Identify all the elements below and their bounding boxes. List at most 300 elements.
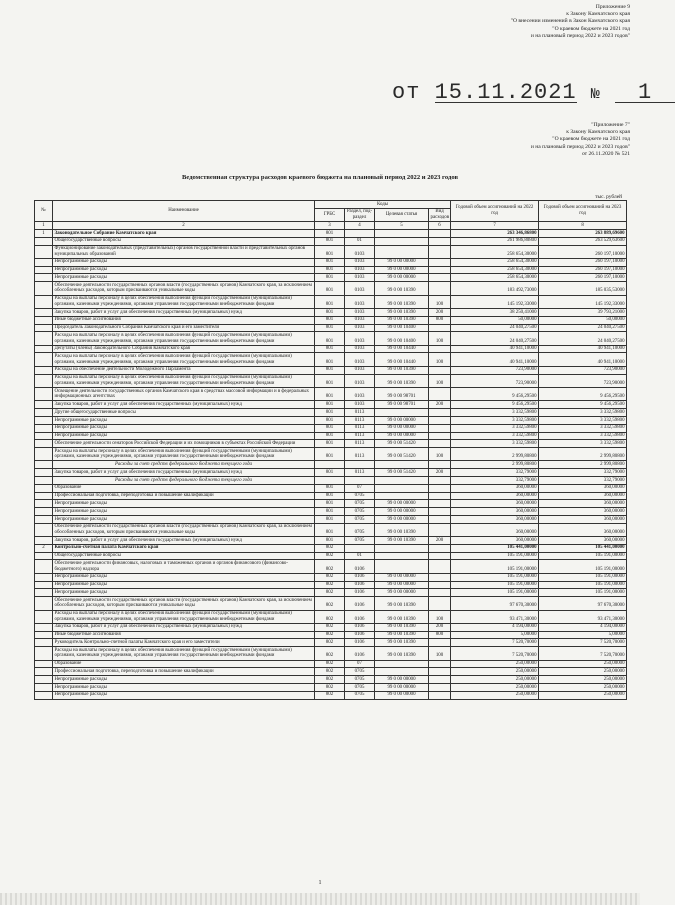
expense-type-code — [429, 544, 451, 552]
amount-2022: 250,00000 — [451, 676, 539, 684]
table-row — [35, 440, 627, 448]
row-number — [35, 560, 53, 573]
amount-2022: 263 346,86800 — [451, 229, 539, 237]
row-number — [35, 597, 53, 610]
amount-2023: 145 192,33000 — [539, 295, 627, 308]
budget-table-body — [35, 229, 627, 699]
amount-2023: 332,79000 — [539, 469, 627, 477]
row-name: Расходы на выплаты персоналу в целях обеспечения выполнения функций государственными (муниципальными) органами, казенными учреждениями, органами управления государственными внебюджетными фондами — [53, 647, 315, 660]
row-name: Обеспечение деятельности государственных органов власти (государственных органов) Камчатского края, за исключением обособленных расходов, которым присваиваются уникальные коды — [53, 282, 315, 295]
table-row — [35, 461, 627, 469]
row-number — [35, 676, 53, 684]
table-row — [35, 237, 627, 245]
expense-type-code — [429, 258, 451, 266]
section-code: 0113 — [345, 409, 375, 417]
table-row — [35, 623, 627, 631]
page-number: 1 — [318, 880, 322, 886]
amount-2022: 24 040,27500 — [451, 324, 539, 332]
section-code: 0106 — [345, 560, 375, 573]
amount-2022: 723,90000 — [451, 366, 539, 374]
section-code: 0103 — [345, 266, 375, 274]
row-number — [35, 552, 53, 560]
amount-2023: 260 197,10000 — [539, 245, 627, 258]
grbs-code: 801 — [315, 353, 345, 366]
scan-edge — [0, 893, 640, 905]
row-name: Непрограммные расходы — [53, 432, 315, 440]
amount-2022: 258 654,30000 — [451, 245, 539, 258]
expense-type-code — [429, 324, 451, 332]
section-code: 0103 — [345, 388, 375, 401]
expense-type-code — [429, 523, 451, 536]
row-number — [35, 237, 53, 245]
row-number — [35, 401, 53, 409]
row-name: Закупка товаров, работ и услуг для обеспечения государственных (муниципальных) нужд — [53, 401, 315, 409]
amount-2023: 24 040,27500 — [539, 332, 627, 345]
table-row — [35, 581, 627, 589]
target-code: 99 0 00 51420 — [375, 448, 429, 461]
table-row — [35, 500, 627, 508]
section-code: 0103 — [345, 258, 375, 266]
expense-type-code — [429, 492, 451, 500]
header-top-line: "О краевом бюджете на 2021 год — [552, 25, 630, 32]
section-code: 0113 — [345, 424, 375, 432]
target-code: 99 0 00 00000 — [375, 589, 429, 597]
amount-2022: 258 654,30000 — [451, 266, 539, 274]
table-row — [35, 573, 627, 581]
header-codes: Коды — [315, 201, 451, 209]
section-code — [345, 461, 375, 469]
row-name: Другие общегосударственные вопросы — [53, 409, 315, 417]
row-number — [35, 424, 53, 432]
table-row — [35, 537, 627, 545]
header-top-line: "О внесении изменений в Закон Камчатского края — [510, 18, 630, 25]
expense-type-code — [429, 500, 451, 508]
row-name: Расходы на выплаты персоналу в целях обеспечения выполнения функций государственными (муниципальными) органами, казенными учреждениями, органами управления государственными внебюджетными фондами — [53, 353, 315, 366]
section-code: 0106 — [345, 573, 375, 581]
row-name: Депутаты (члены) Законодательного Собрания Камчатского края — [53, 345, 315, 353]
grbs-code: 802 — [315, 581, 345, 589]
table-row — [35, 631, 627, 639]
amount-2023: 105 191,00000 — [539, 552, 627, 560]
table-row — [35, 295, 627, 308]
header-vr: Вид расходов — [430, 209, 450, 220]
row-name: Обеспечение деятельности финансовых, налоговых и таможенных органов и органов финансового (финансово-бюджетного) надзора — [53, 560, 315, 573]
table-row — [35, 316, 627, 324]
amount-2022: 105 191,00000 — [451, 560, 539, 573]
section-code: 0106 — [345, 597, 375, 610]
expense-type-code — [429, 691, 451, 699]
table-row — [35, 432, 627, 440]
row-number — [35, 258, 53, 266]
grbs-code: 801 — [315, 469, 345, 477]
amount-2022: 97 670,30000 — [451, 597, 539, 610]
header-section: Раздел, под-раздел — [345, 208, 375, 221]
grbs-code: 801 — [315, 515, 345, 523]
amount-2023: 360,00000 — [539, 523, 627, 536]
amount-2022: 24 040,27500 — [451, 332, 539, 345]
row-name: Иные бюджетные ассигнования — [53, 316, 315, 324]
section-code: 0103 — [345, 245, 375, 258]
row-name: Непрограммные расходы — [53, 676, 315, 684]
table-row — [35, 332, 627, 345]
grbs-code: 801 — [315, 274, 345, 282]
expense-type-code — [429, 416, 451, 424]
amount-2023: 2 999,80800 — [539, 448, 627, 461]
table-row — [35, 552, 627, 560]
row-name: Расходы на выплаты персоналу в целях обеспечения выполнения функций государственными (муниципальными) органами, казенными учреждениями, органами управления государственными внебюджетными фондами — [53, 295, 315, 308]
amount-2023: 260 197,10000 — [539, 274, 627, 282]
row-name: Непрограммные расходы — [53, 589, 315, 597]
section-code: 0103 — [345, 374, 375, 387]
row-number — [35, 282, 53, 295]
amount-2023: 250,00000 — [539, 683, 627, 691]
amount-2022: 40 941,10000 — [451, 353, 539, 366]
amount-2022: 3 332,59800 — [451, 440, 539, 448]
target-code: 99 0 00 10440 — [375, 345, 429, 353]
section-code — [345, 544, 375, 552]
table-row — [35, 523, 627, 536]
section-code: 0705 — [345, 515, 375, 523]
target-code — [375, 668, 429, 676]
section-code: 0106 — [345, 631, 375, 639]
column-number: 2 — [53, 222, 315, 230]
table-row — [35, 515, 627, 523]
amount-2022: 183 492,73000 — [451, 282, 539, 295]
expense-type-code — [429, 266, 451, 274]
row-number — [35, 573, 53, 581]
expense-type-code — [429, 515, 451, 523]
amount-2023: 3 332,59800 — [539, 409, 627, 417]
row-number — [35, 316, 53, 324]
expense-type-code — [429, 508, 451, 516]
expense-type-code — [429, 345, 451, 353]
expense-type-code — [429, 274, 451, 282]
row-name: Профессиональная подготовка, переподготовка и повышение квалификации — [53, 668, 315, 676]
amount-2022: 50,00000 — [451, 316, 539, 324]
amount-2023: 723,90000 — [539, 366, 627, 374]
row-name: Руководитель Контрольно-счетной палаты Камчатского края и его заместители — [53, 639, 315, 647]
section-code — [345, 229, 375, 237]
grbs-code: 802 — [315, 631, 345, 639]
table-row — [35, 324, 627, 332]
expense-type-code — [429, 573, 451, 581]
table-row — [35, 448, 627, 461]
row-name: Непрограммные расходы — [53, 691, 315, 699]
expense-type-code — [429, 477, 451, 485]
stamp-date: 15.11.2021 — [434, 80, 577, 105]
row-name: Обеспечение деятельности государственных органов власти (государственных органов) Камчатского края, за исключением обособленных расходов, которым присваиваются уникальные коды — [53, 597, 315, 610]
expense-type-code — [429, 282, 451, 295]
target-code: 99 0 00 10390 — [375, 316, 429, 324]
row-name: Расходы на выплаты персоналу в целях обеспечения выполнения функций государственными (муниципальными) органами, казенными учреждениями, органами управления государственными внебюджетными фондами — [53, 610, 315, 623]
amount-2023: 97 670,30000 — [539, 597, 627, 610]
expense-type-code: 100 — [429, 647, 451, 660]
table-row — [35, 274, 627, 282]
table-row — [35, 258, 627, 266]
column-number: 5 — [375, 222, 429, 230]
row-number — [35, 416, 53, 424]
row-number: 1 — [35, 229, 53, 237]
grbs-code — [315, 461, 345, 469]
section-code: 0106 — [345, 639, 375, 647]
row-number — [35, 589, 53, 597]
amount-2023: 360,00000 — [539, 537, 627, 545]
target-code: 99 0 00 10390 — [375, 308, 429, 316]
table-row — [35, 366, 627, 374]
grbs-code: 801 — [315, 366, 345, 374]
grbs-code: 801 — [315, 492, 345, 500]
amount-2023: 5,00000 — [539, 631, 627, 639]
grbs-code: 801 — [315, 237, 345, 245]
amount-2022: 258 654,30000 — [451, 274, 539, 282]
amount-2022: 261 986,80800 — [451, 237, 539, 245]
expense-type-code — [429, 581, 451, 589]
grbs-code: 802 — [315, 573, 345, 581]
amount-2023: 40 941,10000 — [539, 353, 627, 366]
row-number — [35, 245, 53, 258]
header-target: Целевая статья — [375, 208, 429, 221]
section-code: 0705 — [345, 500, 375, 508]
expense-type-code — [429, 424, 451, 432]
amount-2023: 3 332,59800 — [539, 432, 627, 440]
target-code — [375, 229, 429, 237]
grbs-code: 801 — [315, 401, 345, 409]
expense-type-code — [429, 668, 451, 676]
section-code: 07 — [345, 660, 375, 668]
table-row — [35, 639, 627, 647]
expense-type-code: 200 — [429, 623, 451, 631]
target-code — [375, 477, 429, 485]
table-row — [35, 388, 627, 401]
grbs-code: 802 — [315, 589, 345, 597]
target-code: 99 0 00 10390 — [375, 597, 429, 610]
amount-2023: 24 040,27500 — [539, 324, 627, 332]
row-name: Непрограммные расходы — [53, 683, 315, 691]
expense-type-code — [429, 683, 451, 691]
header-second-line: к Закону Камчатского края — [566, 129, 630, 136]
table-row — [35, 266, 627, 274]
section-code: 0103 — [345, 282, 375, 295]
row-number — [35, 432, 53, 440]
target-code — [375, 660, 429, 668]
table-row — [35, 544, 627, 552]
row-name: Закупка товаров, работ и услуг для обеспечения государственных (муниципальных) нужд — [53, 537, 315, 545]
row-number — [35, 388, 53, 401]
expense-type-code — [429, 461, 451, 469]
grbs-code: 802 — [315, 610, 345, 623]
header-top — [511, 4, 630, 40]
target-code: 99 0 00 10390 — [375, 374, 429, 387]
amount-2022: 360,00000 — [451, 523, 539, 536]
expense-type-code: 100 — [429, 295, 451, 308]
grbs-code: 802 — [315, 623, 345, 631]
target-code — [375, 245, 429, 258]
section-code: 0113 — [345, 432, 375, 440]
row-number — [35, 345, 53, 353]
grbs-code: 802 — [315, 683, 345, 691]
grbs-code: 801 — [315, 424, 345, 432]
table-row — [35, 647, 627, 660]
row-name: Непрограммные расходы — [53, 424, 315, 432]
section-code: 0103 — [345, 316, 375, 324]
table-row — [35, 589, 627, 597]
expense-type-code: 100 — [429, 353, 451, 366]
row-name: Расходы за счет средств федерального бюджета текущего года — [53, 461, 315, 469]
grbs-code: 801 — [315, 324, 345, 332]
grbs-code: 801 — [315, 388, 345, 401]
section-code: 0705 — [345, 676, 375, 684]
row-number — [35, 477, 53, 485]
row-number — [35, 492, 53, 500]
expense-type-code — [429, 388, 451, 401]
grbs-code: 801 — [315, 258, 345, 266]
target-code: 99 0 00 00000 — [375, 432, 429, 440]
row-name: Непрограммные расходы — [53, 573, 315, 581]
row-number — [35, 484, 53, 492]
row-number — [35, 610, 53, 623]
amount-2022: 250,00000 — [451, 668, 539, 676]
expense-type-code — [429, 552, 451, 560]
column-number: 6 — [429, 222, 451, 230]
header-name: Наименование — [53, 201, 315, 222]
amount-2022: 250,00000 — [451, 683, 539, 691]
row-number — [35, 274, 53, 282]
section-code: 0705 — [345, 683, 375, 691]
target-code: 99 0 00 00000 — [375, 581, 429, 589]
amount-2023: 723,90000 — [539, 374, 627, 387]
row-name: Расходы за счет средств федерального бюджета текущего года — [53, 477, 315, 485]
table-row — [35, 676, 627, 684]
section-code: 0106 — [345, 610, 375, 623]
amount-2022: 360,00000 — [451, 500, 539, 508]
target-code — [375, 544, 429, 552]
row-number: 2 — [35, 544, 53, 552]
target-code: 99 0 00 10440 — [375, 353, 429, 366]
section-code: 0103 — [345, 401, 375, 409]
target-code: 99 0 00 00000 — [375, 676, 429, 684]
table-row — [35, 229, 627, 237]
row-name: Непрограммные расходы — [53, 258, 315, 266]
budget-table — [34, 200, 627, 700]
row-number — [35, 332, 53, 345]
amount-2023: 332,79000 — [539, 477, 627, 485]
table-row — [35, 597, 627, 610]
amount-2022: 9 456,29500 — [451, 388, 539, 401]
target-code: 99 0 00 00000 — [375, 515, 429, 523]
grbs-code: 802 — [315, 639, 345, 647]
target-code: 99 0 00 98701 — [375, 401, 429, 409]
expense-type-code: 200 — [429, 308, 451, 316]
row-name: Непрограммные расходы — [53, 508, 315, 516]
amount-2023: 250,00000 — [539, 691, 627, 699]
row-name: Образование — [53, 660, 315, 668]
document-title: Ведомственная структура расходов краевого бюджета на плановый период 2022 и 2023 годов — [181, 174, 459, 181]
row-number — [35, 324, 53, 332]
grbs-code: 801 — [315, 332, 345, 345]
amount-2022: 2 999,80800 — [451, 461, 539, 469]
row-number — [35, 353, 53, 366]
header-second-line: "О краевом бюджете на 2021 год — [552, 136, 630, 143]
amount-2022: 360,00000 — [451, 508, 539, 516]
row-number — [35, 537, 53, 545]
stamp-number-sign: № — [590, 86, 601, 103]
amount-2022: 7 520,70000 — [451, 639, 539, 647]
section-code: 0705 — [345, 668, 375, 676]
amount-2023: 250,00000 — [539, 660, 627, 668]
amount-2023: 50,00000 — [539, 316, 627, 324]
row-number — [35, 374, 53, 387]
expense-type-code: 200 — [429, 401, 451, 409]
grbs-code: 801 — [315, 282, 345, 295]
grbs-code: 802 — [315, 691, 345, 699]
target-code: 99 0 00 00000 — [375, 683, 429, 691]
amount-2023: 3 332,59800 — [539, 416, 627, 424]
row-name: Закупка товаров, работ и услуг для обеспечения государственных (муниципальных) нужд — [53, 308, 315, 316]
grbs-code: 801 — [315, 440, 345, 448]
expense-type-code — [429, 432, 451, 440]
row-number — [35, 691, 53, 699]
row-name: Председатель Законодательного Собрания Камчатского края и его заместители — [53, 324, 315, 332]
expense-type-code: 100 — [429, 448, 451, 461]
header-top-line: к Закону Камчатского края — [566, 11, 630, 18]
row-name: Контрольно-счетная палата Камчатского края — [53, 544, 315, 552]
target-code: 99 0 00 10400 — [375, 324, 429, 332]
grbs-code: 801 — [315, 432, 345, 440]
expense-type-code — [429, 560, 451, 573]
target-code — [375, 552, 429, 560]
row-name: Непрограммные расходы — [53, 500, 315, 508]
amount-2022: 93 471,30000 — [451, 610, 539, 623]
amount-2023: 105 191,00000 — [539, 581, 627, 589]
section-code: 0705 — [345, 508, 375, 516]
row-name: Профессиональная подготовка, переподготовка и повышение квалификации — [53, 492, 315, 500]
grbs-code: 801 — [315, 508, 345, 516]
grbs-code: 801 — [315, 500, 345, 508]
target-code: 99 0 00 51420 — [375, 469, 429, 477]
registration-stamp — [392, 80, 675, 105]
amount-2023: 7 520,70000 — [539, 647, 627, 660]
section-code: 0106 — [345, 589, 375, 597]
amount-2022: 3 332,59800 — [451, 409, 539, 417]
grbs-code: 802 — [315, 660, 345, 668]
table-row — [35, 683, 627, 691]
column-number: 4 — [345, 222, 375, 230]
amount-2023: 7 520,70000 — [539, 639, 627, 647]
expense-type-code: 200 — [429, 469, 451, 477]
grbs-code: 801 — [315, 245, 345, 258]
row-name: Функционирование законодательных (представительных) органов государственной власти и представительных органов муниципальных образований — [53, 245, 315, 258]
section-code: 0103 — [345, 366, 375, 374]
target-code — [375, 237, 429, 245]
target-code: 99 0 00 10390 — [375, 623, 429, 631]
target-code: 99 0 00 10390 — [375, 639, 429, 647]
header-top-line: и на плановый период 2022 и 2023 годов" — [530, 32, 630, 39]
grbs-code: 801 — [315, 448, 345, 461]
amount-2022: 5,00000 — [451, 631, 539, 639]
amount-2023: 105 191,00000 — [539, 560, 627, 573]
target-code — [375, 484, 429, 492]
amount-2023: 105 191,00000 — [539, 589, 627, 597]
expense-type-code — [429, 589, 451, 597]
row-number — [35, 366, 53, 374]
grbs-code: 801 — [315, 295, 345, 308]
amount-2022: 105 191,00000 — [451, 581, 539, 589]
table-row — [35, 374, 627, 387]
header-num: № — [35, 201, 53, 222]
amount-2022: 360,00000 — [451, 484, 539, 492]
header-2022: Годовой объем ассигнований на 2022 год — [451, 201, 539, 222]
amount-2022: 3 332,59800 — [451, 416, 539, 424]
